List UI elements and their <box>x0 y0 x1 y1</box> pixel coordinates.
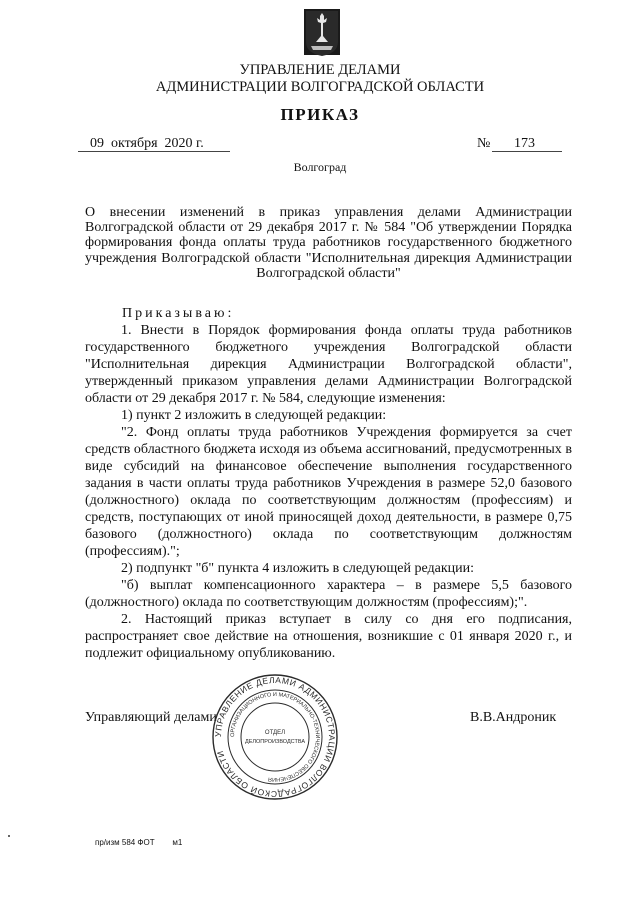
stamp-center-line2: ДЕЛОПРОИЗВОДСТВА <box>244 739 306 745</box>
organization-name-line1: УПРАВЛЕНИЕ ДЕЛАМИ <box>239 62 401 78</box>
order-directive: Приказываю: <box>122 306 235 321</box>
subject-line: Администрации Волгоградской области" <box>256 250 572 281</box>
footer-file-ref: пр/изм 584 ФОТ <box>95 838 155 847</box>
organization-name-line2: АДМИНИСТРАЦИИ ВОЛГОГРАДСКОЙ ОБЛАСТИ <box>155 79 485 95</box>
subject-line: О внесении изменений в приказ управления делами Администрации <box>85 205 572 220</box>
svg-text:ОРГАНИЗАЦИОННОГО И МАТЕРИАЛЬНО <box>230 692 320 782</box>
signatory-position: Управляющий делами <box>85 710 217 725</box>
city: Волгоград <box>293 160 347 174</box>
date-underline <box>78 151 230 152</box>
stamp-outer-text: УПРАВЛЕНИЕ ДЕЛАМИ АДМИНИСТРАЦИИ ВОЛГОГРАДСКОЙ ОБЛАСТИ <box>212 674 338 800</box>
number-underline <box>492 151 562 152</box>
margin-dot <box>8 835 10 837</box>
footer-page-ref: м1 <box>172 838 183 847</box>
coat-of-arms-emblem <box>303 8 341 58</box>
paragraph-item-2: 2. Настоящий приказ вступает в силу со дня его подписания, распространяет свое действие на отношения, возникшие с 01 января 2020 г., и подлежит официальному опубликованию. <box>85 612 572 661</box>
order-number-label: № <box>477 136 491 151</box>
paragraph-subitem-2: 2) подпункт "б" пункта 4 изложить в следующей редакции: <box>121 561 475 576</box>
subject-line: Порядка формирования фонда оплаты труда работников государственного <box>85 220 573 251</box>
paragraph-quote-2: "б) выплат компенсационного характера – в размере 5,5 базового (должностного) оклада по соответствующим должностям (профессиям);". <box>85 578 572 610</box>
stamp-inner-text: ОРГАНИЗАЦИОННОГО И МАТЕРИАЛЬНО-ТЕХНИЧЕСКОГО ОБЕСПЕЧЕНИЯ <box>229 691 321 783</box>
signatory-name: В.В.Андроник <box>470 710 557 725</box>
order-body <box>85 322 572 662</box>
footer-reference <box>95 838 182 847</box>
paragraph-subitem-1: 1) пункт 2 изложить в следующей редакции: <box>121 408 387 423</box>
subject-line: Волгоградской области от 29 декабря 2017 г. № 584 "Об утверждении <box>85 220 517 236</box>
stamp-center-line1: ОТДЕЛ <box>264 730 286 736</box>
order-number: 173 <box>514 136 535 151</box>
paragraph-item-1: 1. Внести в Порядок формирования фонда оплаты труда работников государственного бюджетного учреждения Волгоградской области "Исполнительная дирекция Администрации Волгоградской области", утвержденный приказом управления делами Администрации Волгоградской области от 29 декабря 2017 г. № 584, следующие изменения: <box>85 323 572 406</box>
official-stamp <box>210 672 340 802</box>
document-title: ПРИКАЗ <box>280 105 360 124</box>
order-subject <box>85 205 572 281</box>
subject-line: бюджетного учреждения Волгоградской области "Исполнительная дирекция <box>85 235 572 266</box>
paragraph-quote-1: "2. Фонд оплаты труда работников Учреждения формируется за счет средств областного бюджета исходя из объема ассигнований, предусмотренных в виде субсидий на финансовое обеспечение выполнения государственного задания в части оплаты труда работников Учреждения в размере 52,0 базового (должностного) оклада по соответствующим должностям (профессиям) и средств, поступающих от иной приносящей доход деятельности, в размере 0,75 базового (должностного) оклада по соответствующим должностям (профессиям)."; <box>85 425 572 559</box>
order-date: 09 октября 2020 г. <box>90 136 204 151</box>
